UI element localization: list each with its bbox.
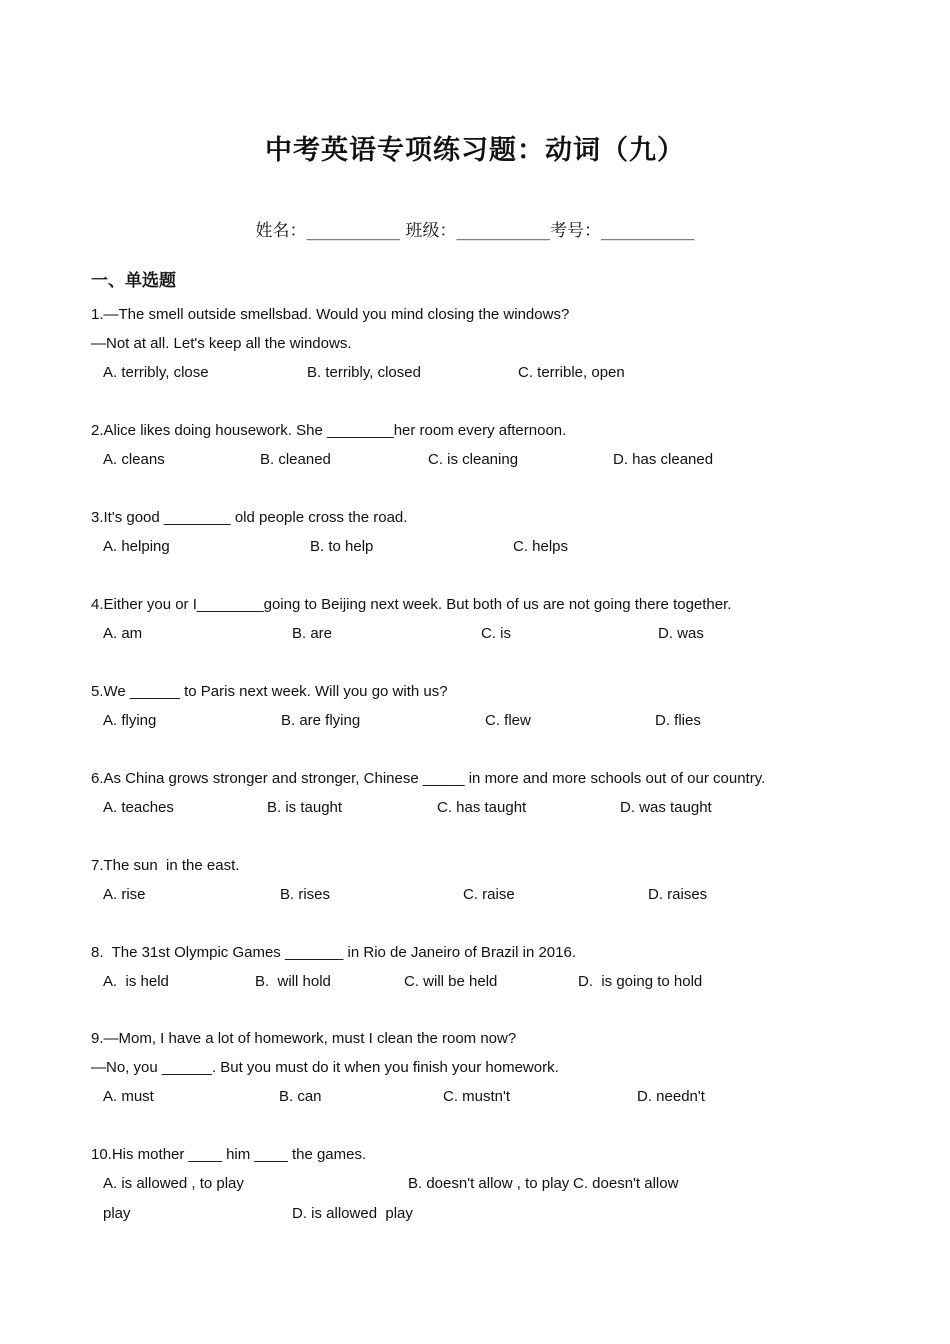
student-info-line: 姓名：___________ 班级：___________考号：___________ xyxy=(255,221,695,241)
option-c: C. is xyxy=(481,625,511,642)
option-c: C. flew xyxy=(485,712,531,729)
question-stem: 9.—Mom, I have a lot of homework, must I clean the room now? xyxy=(91,1030,517,1047)
option-d: D. was taught xyxy=(620,799,712,816)
option-b: B. cleaned xyxy=(260,451,331,468)
option-a: A. flying xyxy=(103,712,157,729)
question-stem: 7.The sun in the east. xyxy=(91,857,240,874)
option-c-continuation: play xyxy=(103,1205,131,1222)
option-a: A. terribly, close xyxy=(103,364,209,381)
option-b: B. are xyxy=(292,625,333,642)
question-stem: —Not at all. Let's keep all the windows. xyxy=(91,335,352,352)
option-b: B. to help xyxy=(310,538,374,555)
option-c: C. has taught xyxy=(437,799,527,816)
option-a: A. is allowed , to play xyxy=(103,1175,244,1192)
option-c: C. raise xyxy=(463,886,515,903)
option-a: A. teaches xyxy=(103,799,174,816)
option-c: C. helps xyxy=(513,538,569,555)
option-c: C. will be held xyxy=(404,973,498,990)
option-a: A. must xyxy=(103,1088,154,1105)
option-c: C. mustn't xyxy=(443,1088,511,1105)
option-d: D. is going to hold xyxy=(578,973,703,990)
option-d: D. was xyxy=(658,625,704,642)
question-stem: 3.It's good ________ old people cross the road. xyxy=(91,509,408,526)
option-c: C. doesn't allow xyxy=(573,1175,679,1192)
question-stem: 6.As China grows stronger and stronger, Chinese _____ in more and more schools out of our country. xyxy=(91,770,766,787)
question-stem: 2.Alice likes doing housework. She ________her room every afternoon. xyxy=(91,422,567,439)
question-stem: 1.—The smell outside smellsbad. Would you mind closing the windows? xyxy=(91,306,570,323)
option-b: B. can xyxy=(279,1088,322,1105)
option-a: A. cleans xyxy=(103,451,165,468)
option-a: A. is held xyxy=(103,973,169,990)
option-b: B. are flying xyxy=(281,712,361,729)
option-d: D. raises xyxy=(648,886,708,903)
option-b: B. will hold xyxy=(255,973,331,990)
option-a: A. rise xyxy=(103,886,146,903)
option-c: C. terrible, open xyxy=(518,364,625,381)
page-title: 中考英语专项练习题：动词（九） xyxy=(265,135,685,166)
option-d: D. has cleaned xyxy=(613,451,714,468)
option-c: C. is cleaning xyxy=(428,451,519,468)
option-b: B. doesn't allow , to play xyxy=(408,1175,570,1192)
question-stem: 8. The 31st Olympic Games _______ in Rio de Janeiro of Brazil in 2016. xyxy=(91,944,576,961)
section-heading: 一、单选题 xyxy=(91,271,176,291)
question-stem: —No, you ______. But you must do it when you finish your homework. xyxy=(91,1059,559,1076)
option-d: D. needn't xyxy=(637,1088,705,1105)
option-b: B. rises xyxy=(280,886,331,903)
option-b: B. is taught xyxy=(267,799,343,816)
question-stem: 5.We ______ to Paris next week. Will you go with us? xyxy=(91,683,448,700)
question-stem: 10.His mother ____ him ____ the games. xyxy=(91,1146,367,1163)
question-stem: 4.Either you or I________going to Beijing next week. But both of us are not going there together. xyxy=(91,596,732,613)
option-d: D. is allowed play xyxy=(292,1205,413,1222)
option-b: B. terribly, closed xyxy=(307,364,421,381)
option-a: A. am xyxy=(103,625,143,642)
option-a: A. helping xyxy=(103,538,170,555)
option-d: D. flies xyxy=(655,712,701,729)
